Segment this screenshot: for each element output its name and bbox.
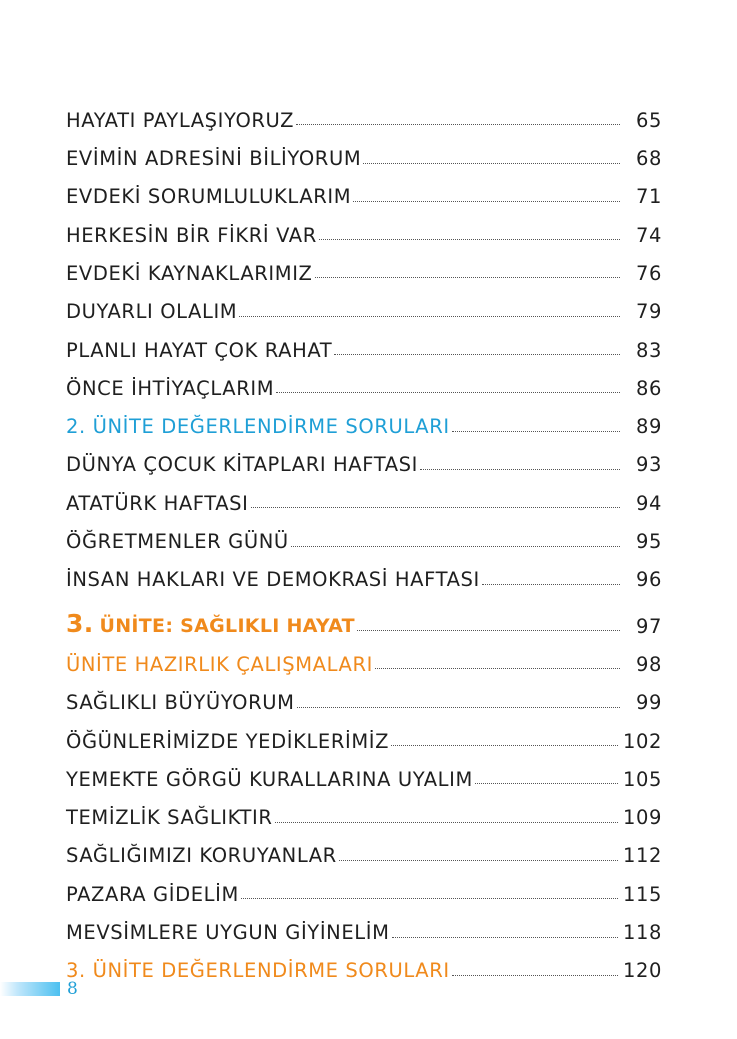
toc-page-number: 93 bbox=[635, 453, 662, 477]
toc-row[interactable] bbox=[66, 943, 662, 981]
table-of-contents bbox=[66, 92, 662, 981]
toc-page-number: 76 bbox=[635, 261, 662, 285]
toc-row[interactable] bbox=[66, 636, 662, 674]
toc-page-number: 109 bbox=[622, 806, 662, 830]
toc-entry-title: EVİMİN ADRESİNİ BİLİYORUM bbox=[66, 147, 362, 171]
toc-entry-title: ATATÜRK HAFTASI bbox=[66, 491, 249, 515]
toc-entry-title: MEVSİMLERE UYGUN GİYİNELİM bbox=[66, 921, 390, 945]
toc-entry-title: DÜNYA ÇOCUK KİTAPLARI HAFTASI bbox=[66, 453, 418, 477]
toc-dot-leader bbox=[241, 898, 618, 899]
toc-entry-title: ÜNİTE HAZIRLIK ÇALIŞMALARI bbox=[66, 652, 373, 676]
toc-unit3-label: ÜNİTE: SAĞLIKLI HAYAT bbox=[99, 615, 355, 638]
toc-dot-leader bbox=[475, 783, 618, 784]
toc-dot-leader bbox=[315, 277, 620, 278]
toc-page-number: 89 bbox=[635, 415, 662, 439]
toc-entry-title: PAZARA GİDELİM bbox=[66, 882, 239, 906]
toc-page-number: 120 bbox=[622, 959, 662, 983]
toc-dot-leader bbox=[251, 507, 620, 508]
toc-page-number: 118 bbox=[622, 921, 662, 945]
toc-row[interactable] bbox=[66, 245, 662, 283]
toc-page-number: 83 bbox=[635, 338, 662, 362]
toc-row[interactable] bbox=[66, 713, 662, 751]
toc-page-number: 95 bbox=[635, 530, 662, 554]
toc-dot-leader bbox=[482, 584, 620, 585]
toc-dot-leader bbox=[319, 239, 620, 240]
toc-row[interactable] bbox=[66, 130, 662, 171]
toc-page-number: 86 bbox=[635, 376, 662, 400]
toc-page-number: 105 bbox=[622, 767, 662, 791]
toc-entry-title: EVDEKİ KAYNAKLARIMIZ bbox=[66, 261, 313, 285]
toc-row[interactable] bbox=[66, 92, 662, 130]
toc-row[interactable] bbox=[66, 283, 662, 324]
toc-row[interactable] bbox=[66, 789, 662, 830]
toc-row[interactable] bbox=[66, 513, 662, 554]
toc-page-number: 94 bbox=[635, 491, 662, 515]
toc-dot-leader bbox=[239, 316, 620, 317]
toc-page-number: 115 bbox=[622, 882, 662, 906]
toc-row[interactable] bbox=[66, 207, 662, 245]
toc-row-unit3-heading[interactable] bbox=[66, 598, 662, 639]
toc-page-number: 74 bbox=[635, 223, 662, 247]
toc-entry-title: ÖNCE İHTİYAÇLARIM bbox=[66, 376, 275, 400]
toc-dot-leader bbox=[452, 975, 618, 976]
toc-row[interactable] bbox=[66, 866, 662, 904]
toc-group-unit2 bbox=[66, 92, 662, 590]
toc-page-number: 96 bbox=[635, 568, 662, 592]
toc-entry-title: ÖĞRETMENLER GÜNÜ bbox=[66, 530, 289, 554]
toc-row[interactable] bbox=[66, 552, 662, 590]
toc-entry-title: İNSAN HAKLARI VE DEMOKRASİ HAFTASI bbox=[66, 568, 480, 592]
toc-page-number: 99 bbox=[635, 691, 662, 715]
toc-row[interactable] bbox=[66, 674, 662, 715]
toc-dot-leader bbox=[297, 707, 620, 708]
toc-unit3-number: 3. bbox=[66, 609, 94, 639]
toc-dot-leader bbox=[334, 354, 620, 355]
footer-page-number: 8 bbox=[67, 979, 78, 999]
toc-row[interactable] bbox=[66, 828, 662, 866]
toc-dot-leader bbox=[357, 630, 620, 631]
toc-entry-title: SAĞLIKLI BÜYÜYORUM bbox=[66, 691, 295, 715]
footer-accent-bar bbox=[0, 982, 60, 996]
toc-dot-leader bbox=[452, 431, 620, 432]
toc-dot-leader bbox=[392, 937, 618, 938]
toc-entry-title: 2. ÜNİTE DEĞERLENDİRME SORULARI bbox=[66, 415, 450, 439]
toc-page-number: 98 bbox=[635, 652, 662, 676]
toc-entry-title: HAYATI PAYLAŞIYORUZ bbox=[66, 108, 295, 132]
toc-dot-leader bbox=[353, 201, 620, 202]
toc-dot-leader bbox=[420, 469, 620, 470]
toc-row[interactable] bbox=[66, 360, 662, 398]
toc-entry-title: PLANLI HAYAT ÇOK RAHAT bbox=[66, 338, 333, 362]
toc-page-number: 68 bbox=[635, 147, 662, 171]
toc-page-number: 79 bbox=[635, 300, 662, 324]
toc-page-number: 97 bbox=[635, 614, 662, 638]
toc-row[interactable] bbox=[66, 322, 662, 360]
toc-page-number: 112 bbox=[622, 844, 662, 868]
toc-row[interactable] bbox=[66, 437, 662, 475]
toc-entry-title: EVDEKİ SORUMLULUKLARIM bbox=[66, 185, 352, 209]
toc-dot-leader bbox=[291, 546, 620, 547]
toc-row[interactable] bbox=[66, 904, 662, 945]
toc-dot-leader bbox=[375, 668, 620, 669]
toc-row[interactable] bbox=[66, 169, 662, 207]
toc-entry-title: DUYARLI OLALIM bbox=[66, 300, 238, 324]
toc-entry-title: TEMİZLİK SAĞLIKTIR bbox=[66, 806, 273, 830]
toc-entry-title: YEMEKTE GÖRGÜ KURALLARINA UYALIM bbox=[66, 767, 473, 791]
toc-page-number: 65 bbox=[635, 108, 662, 132]
toc-row[interactable] bbox=[66, 398, 662, 439]
toc-entry-title: 3. ÜNİTE DEĞERLENDİRME SORULARI bbox=[66, 959, 450, 983]
toc-gap bbox=[66, 590, 662, 598]
toc-dot-leader bbox=[391, 745, 618, 746]
toc-page-number: 102 bbox=[622, 729, 662, 753]
toc-group-unit3 bbox=[66, 636, 662, 981]
toc-dot-leader bbox=[363, 163, 620, 164]
toc-dot-leader bbox=[276, 392, 620, 393]
toc-entry-title: ÖĞÜNLERİMİZDE YEDİKLERİMİZ bbox=[66, 729, 390, 753]
toc-entry-title: SAĞLIĞIMIZI KORUYANLAR bbox=[66, 844, 337, 868]
toc-dot-leader bbox=[339, 860, 618, 861]
toc-row[interactable] bbox=[66, 751, 662, 789]
toc-page-number: 71 bbox=[635, 185, 662, 209]
toc-row[interactable] bbox=[66, 475, 662, 513]
toc-dot-leader bbox=[296, 124, 620, 125]
toc-unit3-title bbox=[66, 609, 355, 639]
toc-entry-title: HERKESİN BİR FİKRİ VAR bbox=[66, 223, 317, 247]
toc-dot-leader bbox=[275, 822, 618, 823]
